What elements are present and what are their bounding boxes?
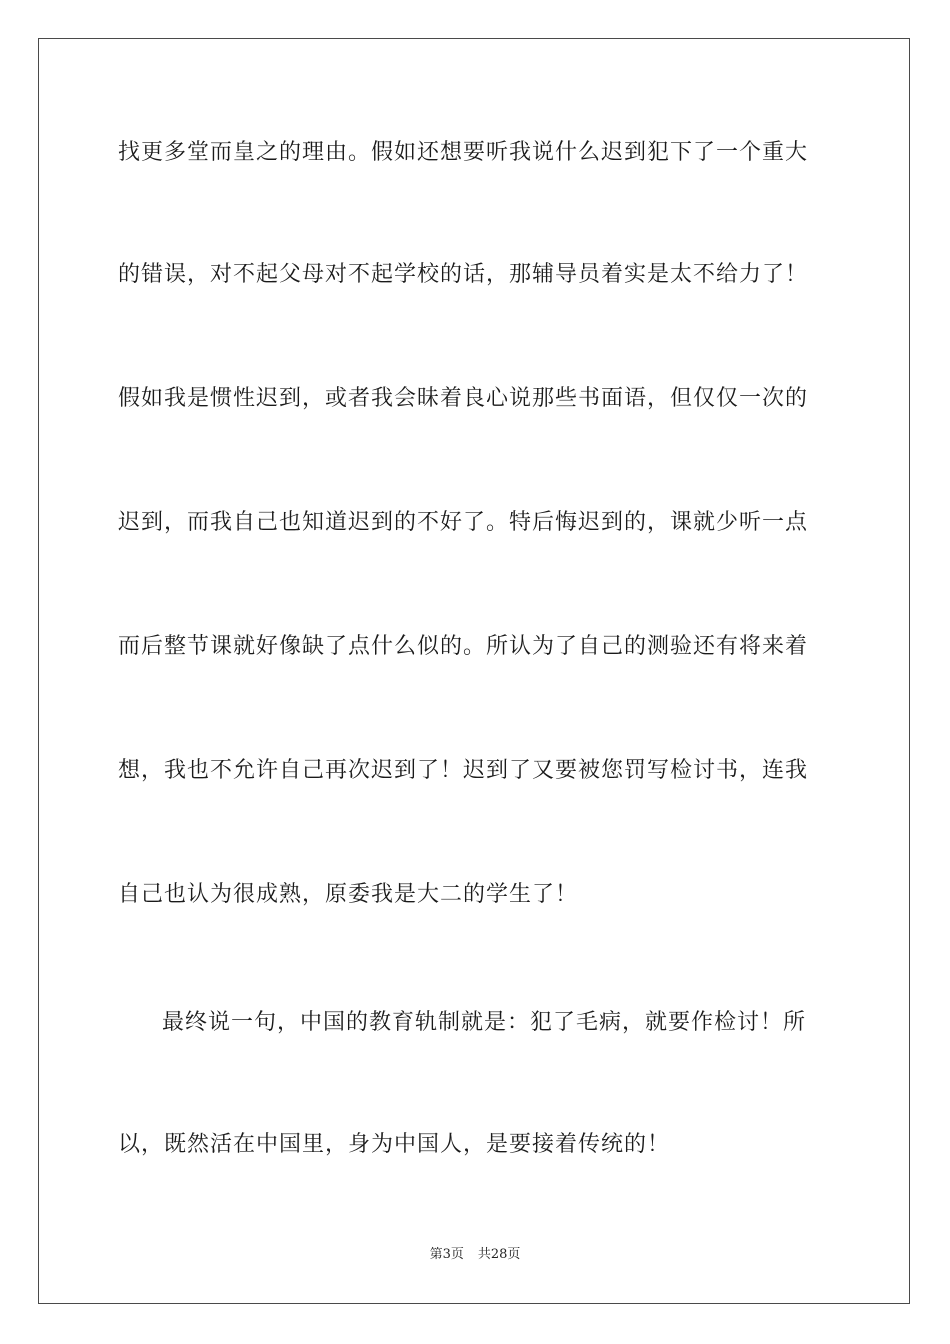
text-line-9: 以，既然活在中国里，身为中国人，是要接着传统的！ — [118, 1132, 671, 1157]
page-border — [38, 38, 910, 1304]
text-line-3: 假如我是惯性迟到，或者我会昧着良心说那些书面语，但仅仅一次的 — [118, 386, 809, 411]
text-line-7: 自己也认为很成熟，原委我是大二的学生了！ — [118, 882, 579, 907]
text-line-4: 迟到，而我自己也知道迟到的不好了。特后悔迟到的，课就少听一点 — [118, 510, 809, 535]
page-footer — [0, 1246, 950, 1264]
total-pages: 共28页 — [477, 1247, 521, 1262]
text-line-5: 而后整节课就好像缺了点什么似的。所认为了自己的测验还有将来着 — [118, 634, 809, 659]
text-line-2: 的错误，对不起父母对不起学校的话，那辅导员着实是太不给力了！ — [118, 262, 809, 287]
text-line-1: 找更多堂而皇之的理由。假如还想要听我说什么迟到犯下了一个重大 — [118, 140, 809, 165]
page-number: 第3页 — [429, 1247, 464, 1262]
text-line-6: 想，我也不允许自己再次迟到了！迟到了又要被您罚写检讨书，连我 — [118, 758, 809, 783]
paragraph-indented-line: 最终说一句，中国的教育轨制就是：犯了毛病，就要作检讨！所 — [162, 1010, 807, 1035]
